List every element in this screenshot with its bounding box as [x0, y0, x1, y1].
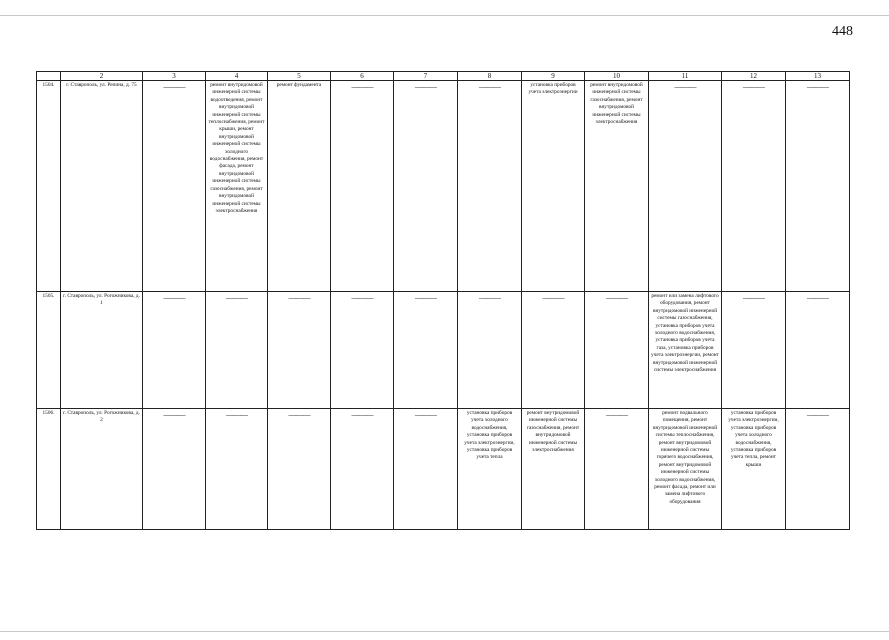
table-row: [37, 292, 850, 409]
empty-dash: ———: [606, 410, 627, 419]
col-header: 12: [722, 72, 786, 81]
table-cell: [585, 409, 649, 530]
table-cell: ремонт внутридомовой инженерной системы газоснабжения, ремонт внутридомовой инженерной системы электроснабжения: [522, 409, 585, 530]
empty-dash: ———: [479, 82, 500, 91]
col-header: 3: [143, 72, 206, 81]
table-cell: [722, 81, 786, 292]
address-cell: г. Ставрополь, ул. Репина, д. 75: [61, 81, 143, 292]
table-row: [37, 409, 850, 530]
table-cell: [786, 81, 850, 292]
empty-dash: ———: [807, 82, 828, 91]
row-number: 1506.: [37, 409, 61, 530]
row-number: 1504.: [37, 81, 61, 292]
empty-dash: ———: [226, 410, 247, 419]
table-cell: установка приборов учета электроэнергии: [522, 81, 585, 292]
empty-dash: ———: [288, 410, 310, 419]
table-cell: [331, 81, 394, 292]
table-cell: [268, 292, 331, 409]
empty-dash: ———: [351, 293, 373, 302]
col-header: [37, 72, 61, 81]
table-cell: [394, 81, 458, 292]
table-cell: [649, 81, 722, 292]
empty-dash: ———: [163, 410, 185, 419]
empty-dash: ———: [226, 293, 247, 302]
empty-dash: ———: [163, 82, 185, 91]
col-header: 6: [331, 72, 394, 81]
table-cell: установка приборов учета холодного водоснабжения, установка приборов учета электроэнергии, установка приборов учета тепла: [458, 409, 522, 530]
address-cell: г. Ставрополь, ул. Рогожникова, д. 2: [61, 409, 143, 530]
table-row: [37, 81, 850, 292]
empty-dash: ———: [351, 410, 373, 419]
table-cell: ремонт подвального помещения, ремонт внутридомовой инженерной системы теплоснабжения, ремонт внутридомовой инженерной системы горячего водоснабжения, ремонт внутридомовой инженерной системы холодного водоснабжения, ремонт фасада, ремонт или замена лифтового оборудования: [649, 409, 722, 530]
table-cell: [206, 409, 268, 530]
table-cell: [458, 292, 522, 409]
empty-dash: ———: [807, 293, 828, 302]
table-cell: [394, 292, 458, 409]
page-number: 448: [832, 24, 853, 39]
col-header: 10: [585, 72, 649, 81]
table-cell: [268, 409, 331, 530]
column-number-row: [37, 72, 850, 81]
empty-dash: ———: [743, 293, 764, 302]
table-cell: [143, 409, 206, 530]
empty-dash: ———: [479, 293, 500, 302]
empty-dash: ———: [351, 82, 373, 91]
empty-dash: ———: [163, 293, 185, 302]
table-cell: [722, 292, 786, 409]
table-cell: [331, 409, 394, 530]
empty-dash: ———: [606, 293, 627, 302]
col-header: 13: [786, 72, 850, 81]
col-header: 4: [206, 72, 268, 81]
table-cell: ремонт фундамента: [268, 81, 331, 292]
register-table: [36, 71, 850, 530]
empty-dash: ———: [415, 410, 436, 419]
col-header: 9: [522, 72, 585, 81]
empty-dash: ———: [807, 410, 828, 419]
table-cell: [143, 81, 206, 292]
col-header: 5: [268, 72, 331, 81]
table-cell: установка приборов учета электроэнергии, установка приборов учета холодного водоснабжения, установка приборов учета тепла, ремонт крыши: [722, 409, 786, 530]
scan-line-top: [0, 15, 889, 16]
empty-dash: ———: [542, 293, 564, 302]
row-number: 1505.: [37, 292, 61, 409]
table-cell: [786, 409, 850, 530]
table-cell: [394, 409, 458, 530]
scan-line-bottom: [0, 631, 889, 632]
col-header: 2: [61, 72, 143, 81]
empty-dash: ———: [415, 82, 436, 91]
address-cell: г. Ставрополь, ул. Рогожникова, д. 1: [61, 292, 143, 409]
table-cell: [585, 292, 649, 409]
table-cell: [143, 292, 206, 409]
table-cell: [331, 292, 394, 409]
col-header: 11: [649, 72, 722, 81]
empty-dash: ———: [288, 293, 310, 302]
empty-dash: ———: [743, 82, 764, 91]
table-cell: ремонт внутридомовой инженерной системы водоотведения, ремонт внутридомовой инженерной системы теплоснабжения, ремонт крыши, ремонт внутридомовой инженерной системы холодного водоснабжения, ремонт фасада, ремонт внутридомовой инженерной системы газоснабжения, ремонт внутридомовой инженерной системы электроснабжения: [206, 81, 268, 292]
table-cell: [206, 292, 268, 409]
table-cell: ремонт внутридомовой инженерной системы газоснабжения, ремонт внутридомовой инженерной системы электроснабжения: [585, 81, 649, 292]
table-cell: [786, 292, 850, 409]
table-cell: [522, 292, 585, 409]
table-cell: ремонт или замена лифтового оборудования, ремонт внутридомовой инженерной системы газоснабжения, установка приборов учета холодного водоснабжения, установка приборов учета газа, установка приборов учета электроэнергии, ремонт внутридомовой инженерной системы электроснабжения: [649, 292, 722, 409]
empty-dash: ———: [415, 293, 436, 302]
table-cell: [458, 81, 522, 292]
col-header: 8: [458, 72, 522, 81]
empty-dash: ———: [674, 82, 696, 91]
col-header: 7: [394, 72, 458, 81]
